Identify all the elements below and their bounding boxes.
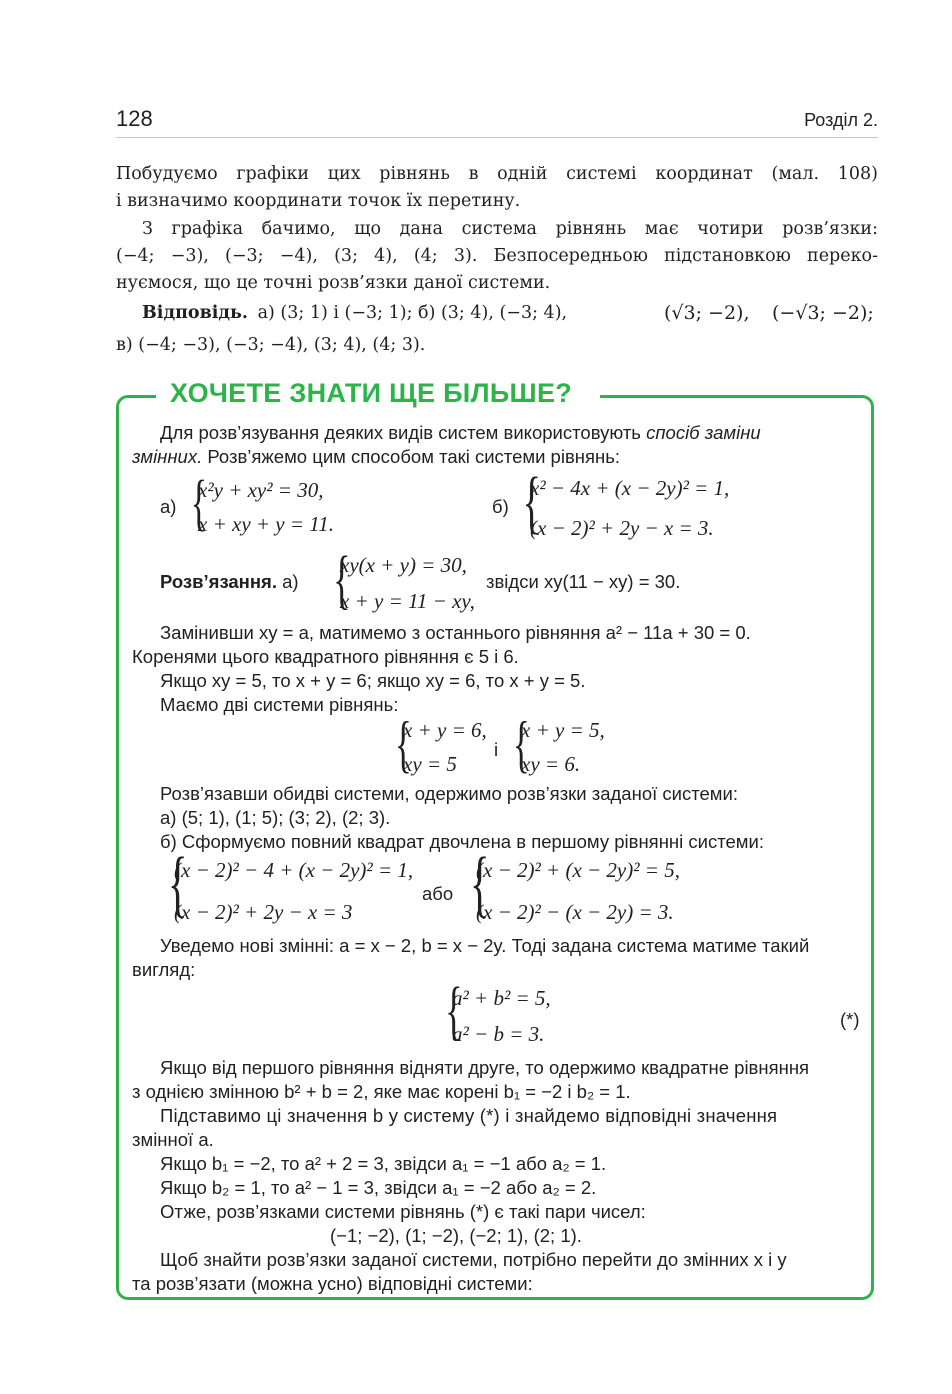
star-label: (*) [840,1009,860,1030]
brace-solution: { [333,543,351,616]
text-line-5: Розв’язавши обидві системи, одержимо розв’язки заданої системи: [160,783,738,804]
text-line-9: вигляд: [132,959,196,980]
square-sys-2-eq2: (x − 2)² − (x − 2y) = 3. [476,900,674,924]
solution-label: Розв’язання. [160,571,277,592]
box-intro-text-2: Розв’яжемо цим способом такі системи рівнянь: [202,446,621,467]
intro-p2-line2: (−4; −3), (−3; −4), (3; 4), (4; 3). Безпосередньою підстановкою переко- [116,246,878,266]
intro-p1-line2: і визначимо координати точок їх перетину. [116,191,521,211]
text-line-8: Уведемо нові змінні: a = x − 2, b = x − 2y. Тоді задана система матиме такий [160,935,810,956]
star-sys-eq1: a² + b² = 5, [452,986,551,1010]
info-box-title: ХОЧЕТЕ ЗНАТИ ЩЕ БІЛЬШЕ? [170,378,573,408]
text-line-14: Якщо b₁ = −2, то a² + 2 = 3, звідси a₁ = −1 або a₂ = 1. [160,1153,607,1174]
box-intro-line2 [132,445,620,469]
system-a-eq1: x²y + xy² = 30, [198,478,324,502]
answer-root1: (√3; −2), [664,302,750,324]
text-line-7: б) Сформуємо повний квадрат двочлена в першому рівнянні системи: [160,831,764,852]
two-sys-and: і [494,739,499,760]
brace-square-1: { [167,843,188,925]
text-line-2: Коренями цього квадратного рівняння є 5 і 6. [132,646,519,667]
text-line-4: Маємо дві системи рівнянь: [160,694,399,715]
answer-line1 [142,298,567,328]
solution-heading [160,570,299,594]
answer-line2: в) (−4; −3), (−3; −4), (3; 4), (4; 3). [116,335,426,355]
box-intro-line1 [160,421,865,445]
square-sys-2-eq1: (x − 2)² + (x − 2y)² = 5, [476,858,680,882]
text-line-19: та розв’язати (можна усно) відповідні системи: [132,1273,533,1294]
box-intro-emphasis-2: змінних. [132,446,203,467]
text-line-1: Замінивши xy = a, матимемо з останнього рівняння a² − 11a + 30 = 0. [160,622,751,643]
text-line-3: Якщо xy = 5, то x + y = 6; якщо xy = 6, то x + y = 5. [160,670,586,691]
intro-p1-line1: Побудуємо графіки цих рівнянь в одній системі координат (мал. 108) [116,164,878,184]
solution-system-eq2: x + y = 11 − xy, [340,589,475,613]
square-sys-1-eq1: (x − 2)² − 4 + (x − 2y)² = 1, [174,858,414,882]
star-sys-eq2: a² − b = 3. [452,1022,545,1046]
text-line-15: Якщо b₂ = 1, то a² − 1 = 3, звідси a₁ = −2 або a₂ = 2. [160,1177,597,1198]
text-line-18: Щоб знайти розв’язки заданої системи, потрібно перейти до змінних x і y [160,1249,787,1270]
two-sys-2-eq2: xy = 6. [521,752,581,776]
intro-p2-line3: нуємося, що це точні розв’язки даної системи. [116,273,551,293]
label-b: б) [492,496,509,517]
answer-root2: (−√3; −2); [772,302,874,324]
solution-part-a: а) [282,571,299,592]
two-sys-2-eq1: x + y = 5, [521,718,605,742]
text-line-12: Підставимо ці значення b у систему (*) і знайдемо відповідні значення [160,1105,778,1126]
brace-a: { [190,469,208,537]
system-b-eq2: (x − 2)² + 2y − x = 3. [530,516,714,540]
text-line-13: змінної a. [132,1129,214,1150]
answer-text: а) (3; 1) і (−3; 1); б) (3; 4), (−3; 4), [257,303,568,323]
text-line-16: Отже, розв’язками системи рівнянь (*) є такі пари чисел: [160,1201,646,1222]
system-a-eq2: x + xy + y = 11. [198,512,334,536]
box-intro-text: Для розв’язування деяких видів систем використовують [160,422,647,443]
text-line-11: з однією змінною b² + b = 2, яке має корені b₁ = −2 і b₂ = 1. [132,1081,631,1102]
brace-b: { [522,464,542,541]
text-line-17: (−1; −2), (1; −2), (−2; 1), (2; 1). [330,1225,582,1246]
square-or: або [422,883,454,904]
header-rule [116,137,878,138]
system-b-eq1: x² − 4x + (x − 2y)² = 1, [530,476,730,500]
brace-square-2: { [469,843,490,925]
label-a: а) [160,496,177,517]
page-number: 128 [116,106,153,131]
answer-label: Відповідь. [142,303,249,323]
square-sys-1-eq2: (x − 2)² + 2y − x = 3 [174,900,353,924]
two-sys-1-eq2: xy = 5 [403,752,457,776]
intro-p2-line1: З графіка бачимо, що дана система рівнянь має чотири розв’язки: [142,219,878,239]
box-intro-emphasis: спосіб заміни [646,422,761,443]
section-label: Розділ 2. [804,110,878,130]
two-sys-1-eq1: x + y = 6, [403,718,487,742]
brace-two-sys-1: { [394,708,412,779]
brace-star: { [445,974,463,1047]
solution-whence: звідси xy(11 − xy) = 30. [486,571,681,592]
brace-two-sys-2: { [512,708,530,779]
solution-system-eq1: xy(x + y) = 30, [340,553,467,577]
text-line-10: Якщо від першого рівняння відняти друге, то одержимо квадратне рівняння [160,1057,810,1078]
text-line-6: а) (5; 1), (1; 5); (3; 2), (2; 3). [160,807,391,828]
